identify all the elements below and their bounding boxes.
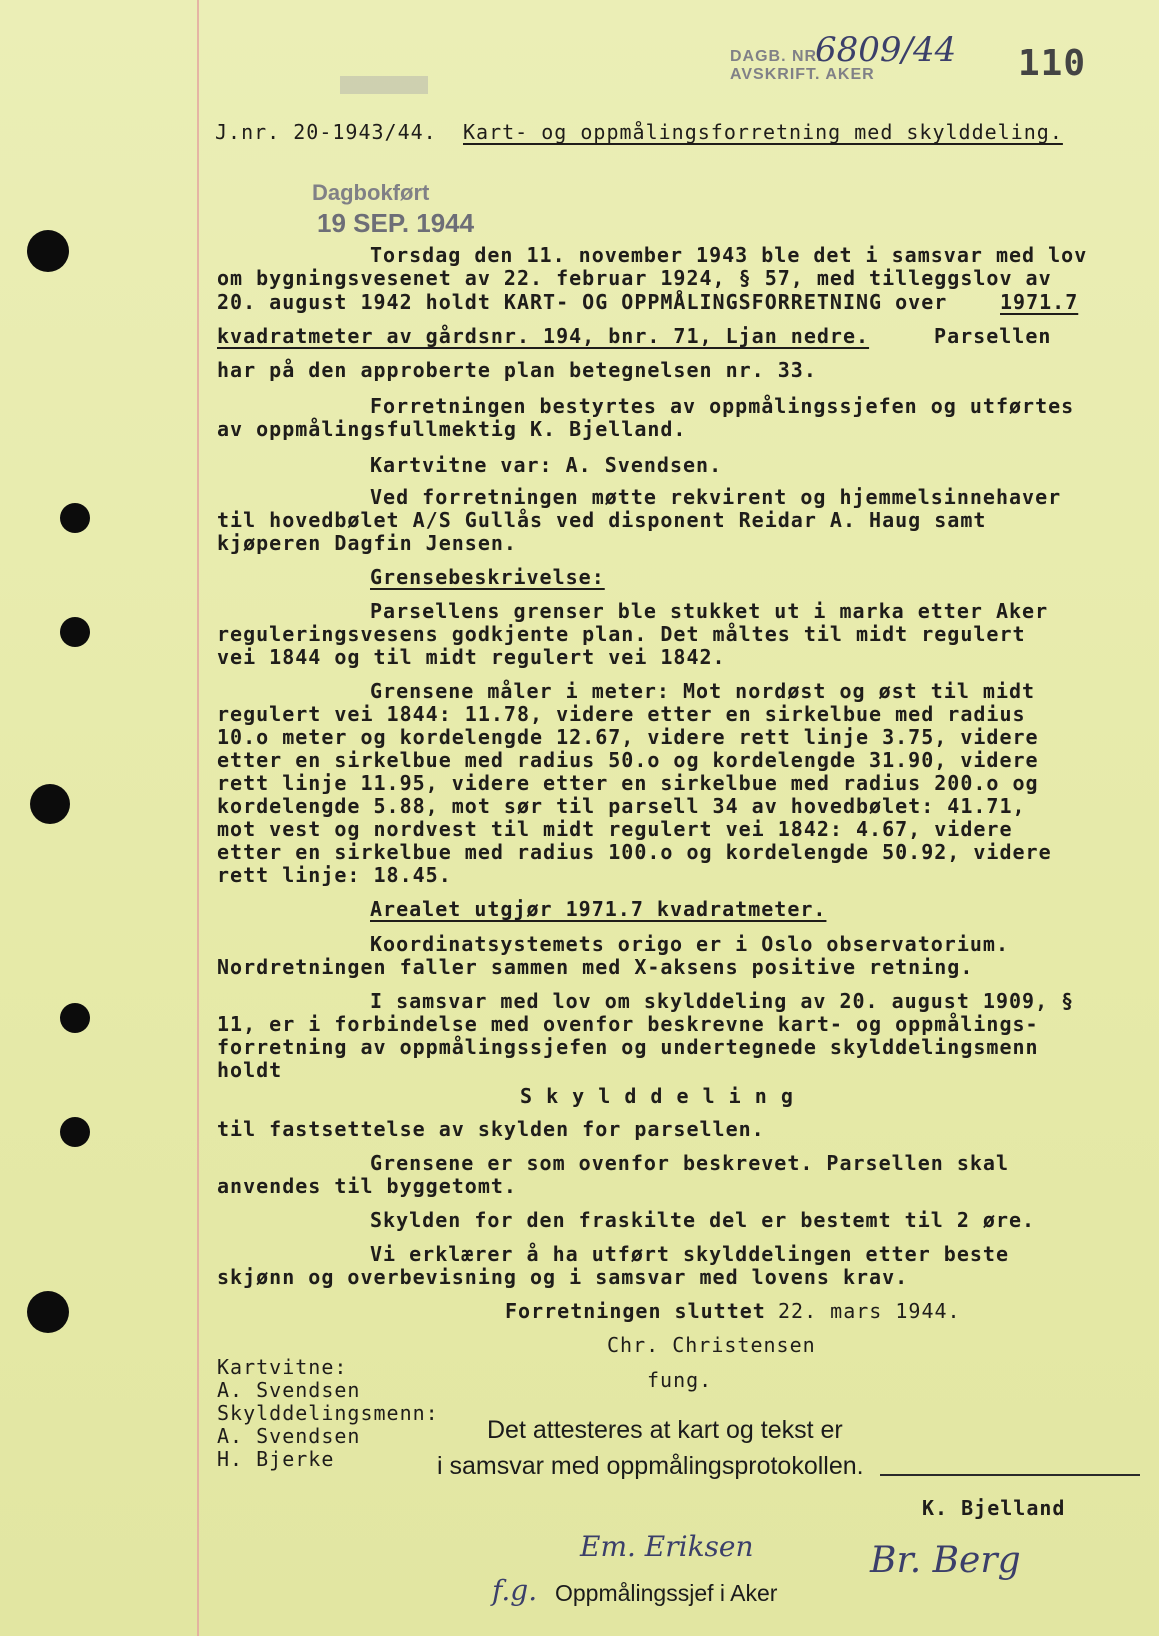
dagbokfort-date-stamp: 19 SEP. 1944	[317, 208, 475, 238]
attestation-rule	[880, 1474, 1140, 1476]
witness-label: Kartvitne:	[217, 1355, 348, 1379]
body-line: etter en sirkelbue med radius 100.o og kordelengde 50.92, videre	[217, 840, 1052, 864]
punch-hole	[27, 230, 69, 272]
office-stamp: Oppmålingssjef i Aker	[555, 1580, 778, 1606]
handwritten-fg: f.g.	[492, 1574, 538, 1607]
body-line: Parsellens grenser ble stukket ut i marka etter Aker	[370, 599, 1049, 623]
handwritten-signature-berg: Br. Berg	[870, 1540, 1021, 1581]
margin-rule	[197, 0, 199, 1636]
skylddelingsmenn-label: Skylddelingsmenn:	[217, 1401, 439, 1425]
body-line: 11, er i forbindelse med ovenfor beskrevne kart- og oppmålings-	[217, 1012, 1039, 1036]
handwritten-signature-eriksen: Em. Eriksen	[580, 1530, 754, 1563]
attestation-line: i samsvar med oppmålingsprotokollen.	[437, 1452, 864, 1480]
body-line: reguleringsvesens godkjente plan. Det måltes til midt regulert	[217, 622, 1026, 646]
signatory-bjelland: K. Bjelland	[922, 1496, 1066, 1520]
body-line: har på den approberte plan betegnelsen nr. 33.	[217, 358, 817, 382]
body-line: rett linje: 18.45.	[217, 863, 452, 887]
handwritten-dagb-number: 6809/44	[815, 30, 957, 70]
punch-hole	[27, 1291, 69, 1333]
section-heading: Grensebeskrivelse:	[370, 565, 605, 589]
page-number: 110	[1018, 43, 1087, 84]
body-line: 20. august 1942 holdt KART- OG OPPMÅLINGSFORRETNING over	[217, 290, 961, 314]
signatory-fung: fung.	[647, 1368, 713, 1392]
body-line: Grensene er som ovenfor beskrevet. Parsellen skal	[370, 1151, 1010, 1175]
body-line: om bygningsvesenet av 22. februar 1924, § 57, med tilleggslov av	[217, 266, 1052, 290]
closing-date: 22. mars 1944.	[778, 1299, 961, 1323]
body-line: 10.o meter og kordelengde 12.67, videre rett linje 3.75, videre	[217, 725, 1039, 749]
body-line: Nordretningen faller sammen med X-aksens positive retning.	[217, 955, 974, 979]
skylddeling-heading: S k y l d d e l i n g	[520, 1084, 794, 1108]
body-line: Kartvitne var: A. Svendsen.	[370, 453, 723, 477]
body-line: til fastsettelse av skylden for parsellen.	[217, 1117, 765, 1141]
body-line: skjønn og overbevisning og i samsvar med lovens krav.	[217, 1265, 909, 1289]
signatory-chr: Chr. Christensen	[607, 1333, 816, 1357]
body-line: kordelengde 5.88, mot sør til parsell 34 av hovedbølet: 41.71,	[217, 794, 1026, 818]
closing-label: Forretningen sluttet	[505, 1299, 766, 1323]
dagbokfort-stamp: Dagbokført	[312, 180, 430, 205]
body-line: Koordinatsystemets origo er i Oslo observatorium.	[370, 932, 1010, 956]
area-value: 1971.7	[1000, 290, 1079, 314]
document-title: Kart- og oppmålingsforretning med skylddeling.	[463, 120, 1063, 144]
smudge-stamp	[340, 76, 428, 94]
attestation-line: Det attesteres at kart og tekst er	[487, 1416, 843, 1444]
body-line: forretning av oppmålingssjefen og undertegnede skylddelingsmenn	[217, 1035, 1039, 1059]
body-line: kjøperen Dagfin Jensen.	[217, 531, 517, 555]
skylddelingsmann-name: A. Svendsen	[217, 1424, 361, 1448]
witness-name: A. Svendsen	[217, 1378, 361, 1402]
body-line: Grensene måler i meter: Mot nordøst og øst til midt	[370, 679, 1036, 703]
avskrift-stamp: AVSKRIFT. AKER	[730, 66, 875, 83]
body-line: mot vest og nordvest til midt regulert vei 1842: 4.67, videre	[217, 817, 1013, 841]
punch-hole	[60, 617, 90, 647]
body-line: av oppmålingsfullmektig K. Bjelland.	[217, 417, 687, 441]
body-line: Forretningen bestyrtes av oppmålingssjefen og utførtes	[370, 394, 1075, 418]
body-line: regulert vei 1844: 11.78, videre etter en sirkelbue med radius	[217, 702, 1026, 726]
journal-ref: J.nr. 20-1943/44.	[215, 120, 437, 144]
body-line: vei 1844 og til midt regulert vei 1842.	[217, 645, 726, 669]
body-line: til hovedbølet A/S Gullås ved disponent Reidar A. Haug samt	[217, 508, 987, 532]
body-line: holdt	[217, 1058, 283, 1082]
body-line: anvendes til byggetomt.	[217, 1174, 517, 1198]
body-line: rett linje 11.95, videre etter en sirkelbue med radius 200.o og	[217, 771, 1039, 795]
punch-hole	[60, 1003, 90, 1033]
skylddelingsmann-name: H. Bjerke	[217, 1447, 335, 1471]
punch-hole	[30, 784, 70, 824]
body-line: Torsdag den 11. november 1943 ble det i samsvar med lov	[370, 243, 1088, 267]
body-line: I samsvar med lov om skylddeling av 20. august 1909, §	[370, 989, 1075, 1013]
punch-hole	[60, 503, 90, 533]
property-ref: kvadratmeter av gårdsnr. 194, bnr. 71, Ljan nedre.	[217, 324, 870, 348]
body-line: Skylden for den fraskilte del er bestemt til 2 øre.	[370, 1208, 1036, 1232]
punch-hole	[60, 1117, 90, 1147]
body-line: etter en sirkelbue med radius 50.o og kordelengde 31.90, videre	[217, 748, 1039, 772]
body-line: Vi erklærer å ha utført skylddelingen etter beste	[370, 1242, 1010, 1266]
body-line: Ved forretningen møtte rekvirent og hjemmelsinnehaver	[370, 485, 1062, 509]
body-line: Parsellen	[921, 324, 1052, 348]
area-statement: Arealet utgjør 1971.7 kvadratmeter.	[370, 897, 827, 921]
dagb-stamp: DAGB. NR.	[730, 48, 823, 65]
